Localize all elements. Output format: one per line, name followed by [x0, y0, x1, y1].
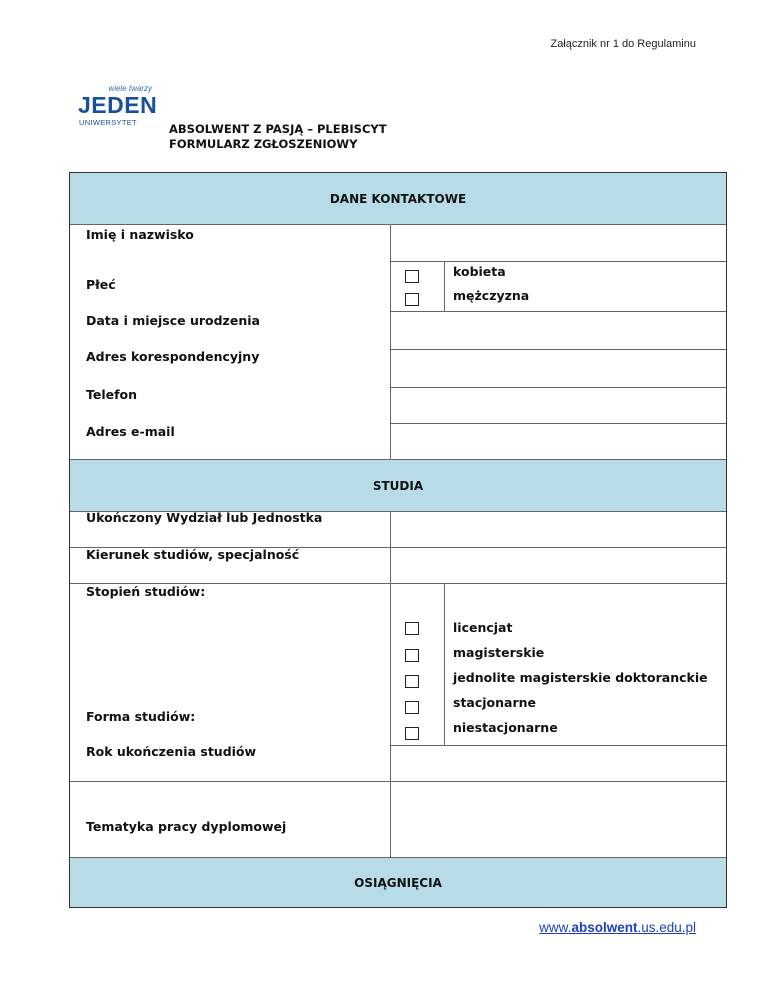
checkbox-male[interactable]	[405, 293, 419, 306]
checkbox-master[interactable]	[405, 649, 419, 662]
section-header-contact: DANE KONTAKTOWE	[70, 173, 726, 224]
label-gender: Płeć	[86, 277, 116, 292]
label-name: Imię i nazwisko	[86, 227, 194, 242]
option-unified-master: jednolite magisterskie doktoranckie	[453, 670, 708, 685]
option-female: kobieta	[453, 264, 506, 279]
title-line-1: ABSOLWENT Z PASJĄ – PLEBISCYT	[169, 122, 387, 136]
section-header-studies: STUDIA	[70, 460, 726, 511]
university-logo	[78, 84, 158, 130]
phone-field[interactable]	[390, 387, 726, 423]
link-suffix: .us.edu.pl	[637, 920, 696, 935]
label-email: Adres e-mail	[86, 424, 175, 439]
divider	[444, 583, 445, 745]
section-header-achievements: OSIĄGNIĘCIA	[70, 858, 726, 907]
option-master: magisterskie	[453, 645, 545, 660]
thesis-field[interactable]	[390, 781, 726, 857]
divider	[390, 224, 391, 460]
option-part-time: niestacjonarne	[453, 720, 558, 735]
birth-field[interactable]	[390, 311, 726, 349]
option-male: mężczyzna	[453, 288, 530, 303]
form-title	[169, 122, 387, 152]
label-graduation-year: Rok ukończenia studiów	[86, 744, 257, 759]
divider	[390, 511, 391, 857]
checkbox-female[interactable]	[405, 270, 419, 283]
checkbox-part-time[interactable]	[405, 727, 419, 740]
link-domain: absolwent	[571, 920, 638, 935]
title-line-2: FORMULARZ ZGŁOSZENIOWY	[169, 137, 358, 151]
label-birth: Data i miejsce urodzenia	[86, 313, 260, 328]
major-field[interactable]	[390, 547, 726, 583]
label-phone: Telefon	[86, 387, 138, 402]
address-field[interactable]	[390, 349, 726, 387]
logo-sub: UNIWERSYTET	[79, 118, 137, 127]
checkbox-full-time[interactable]	[405, 701, 419, 714]
label-address: Adres korespondencyjny	[86, 349, 260, 364]
faculty-field[interactable]	[390, 511, 726, 547]
checkbox-bachelor[interactable]	[405, 622, 419, 635]
label-degree: Stopień studiów:	[86, 584, 206, 599]
application-form	[69, 172, 727, 908]
option-bachelor: licencjat	[453, 620, 513, 635]
graduation-year-field[interactable]	[390, 745, 726, 781]
link-prefix: www.	[539, 920, 572, 935]
divider	[444, 261, 445, 311]
divider	[390, 261, 726, 262]
logo-name: JEDEN	[78, 92, 158, 118]
label-thesis: Tematyka pracy dyplomowej	[86, 819, 287, 834]
label-faculty: Ukończony Wydział lub Jednostka	[86, 510, 323, 525]
label-major: Kierunek studiów, specjalność	[86, 547, 300, 562]
email-field[interactable]	[390, 423, 726, 459]
label-study-form: Forma studiów:	[86, 709, 196, 724]
checkbox-unified-master[interactable]	[405, 675, 419, 688]
annex-note: Załącznik nr 1 do Regulaminu	[550, 38, 696, 50]
name-field[interactable]	[390, 225, 726, 261]
logo-tagline: wiele twarzy	[108, 84, 152, 93]
website-link[interactable]	[539, 920, 696, 935]
option-full-time: stacjonarne	[453, 695, 537, 710]
